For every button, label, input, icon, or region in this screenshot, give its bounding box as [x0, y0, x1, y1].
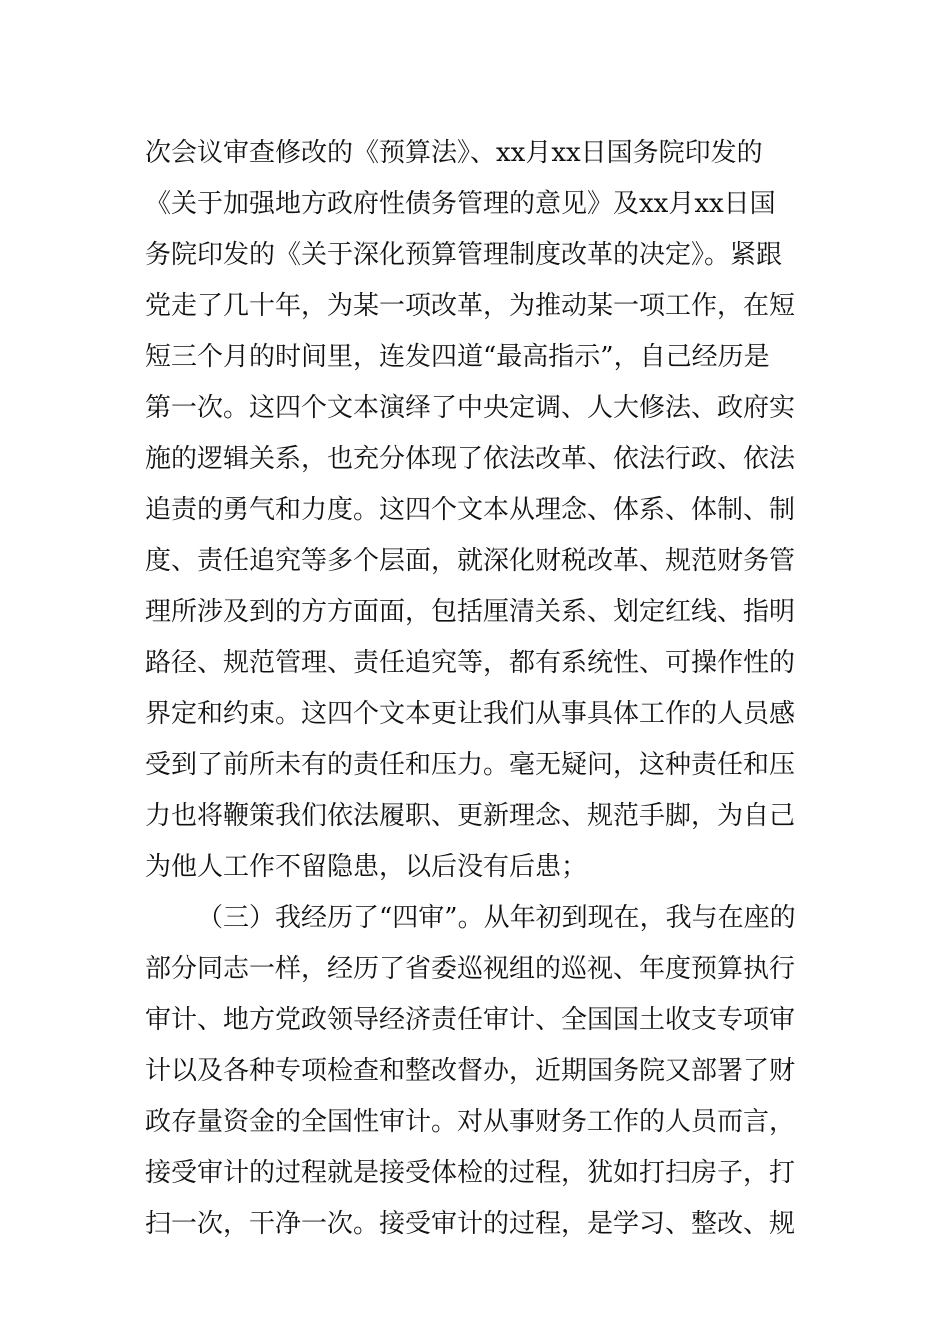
text-line-5: 短三个月的时间里，连发四道“最高指示”，自己经历是	[145, 342, 770, 372]
text-line-20: 政存量资金的全国性审计。对从事财务工作的人员而言，	[145, 1107, 796, 1137]
text-line-1: 次会议审查修改的《预算法》、xx月xx日国务院印发的	[145, 138, 763, 168]
text-line-14: 力也将鞭策我们依法履职、更新理念、规范手脚，为自己	[145, 801, 796, 831]
text-line-15: 为他人工作不留隐患，以后没有后患；	[145, 852, 588, 882]
text-line-10: 理所涉及到的方方面面，包括厘清关系、划定红线、指明	[145, 597, 796, 627]
text-line-12: 界定和约束。这四个文本更让我们从事具体工作的人员感	[145, 699, 796, 729]
text-line-11: 路径、规范管理、责任追究等，都有系统性、可操作性的	[145, 648, 796, 678]
text-line-2: 《关于加强地方政府性债务管理的意见》及xx月xx日国	[145, 189, 776, 219]
text-line-17: 部分同志一样，经历了省委巡视组的巡视、年度预算执行	[145, 954, 796, 984]
text-line-16: （三）我经历了“四审”。从年初到现在，我与在座的	[197, 903, 796, 933]
text-line-8: 追责的勇气和力度。这四个文本从理念、体系、体制、制	[145, 495, 796, 525]
text-line-21: 接受审计的过程就是接受体检的过程，犹如打扫房子，打	[145, 1158, 796, 1188]
text-line-19: 计以及各种专项检查和整改督办，近期国务院又部署了财	[145, 1056, 796, 1086]
text-line-18: 审计、地方党政领导经济责任审计、全国国土收支专项审	[145, 1005, 796, 1035]
text-line-22: 扫一次，干净一次。接受审计的过程，是学习、整改、规	[145, 1209, 796, 1239]
text-line-4: 党走了几十年，为某一项改革，为推动某一项工作，在短	[145, 291, 796, 321]
document-body	[145, 128, 815, 1250]
text-line-9: 度、责任追究等多个层面，就深化财税改革、规范财务管	[145, 546, 796, 576]
text-line-7: 施的逻辑关系，也充分体现了依法改革、依法行政、依法	[145, 444, 796, 474]
text-line-13: 受到了前所未有的责任和压力。毫无疑问，这种责任和压	[145, 750, 796, 780]
text-line-3: 务院印发的《关于深化预算管理制度改革的决定》。紧跟	[145, 240, 783, 270]
text-line-6: 第一次。这四个文本演绎了中央定调、人大修法、政府实	[145, 393, 796, 423]
